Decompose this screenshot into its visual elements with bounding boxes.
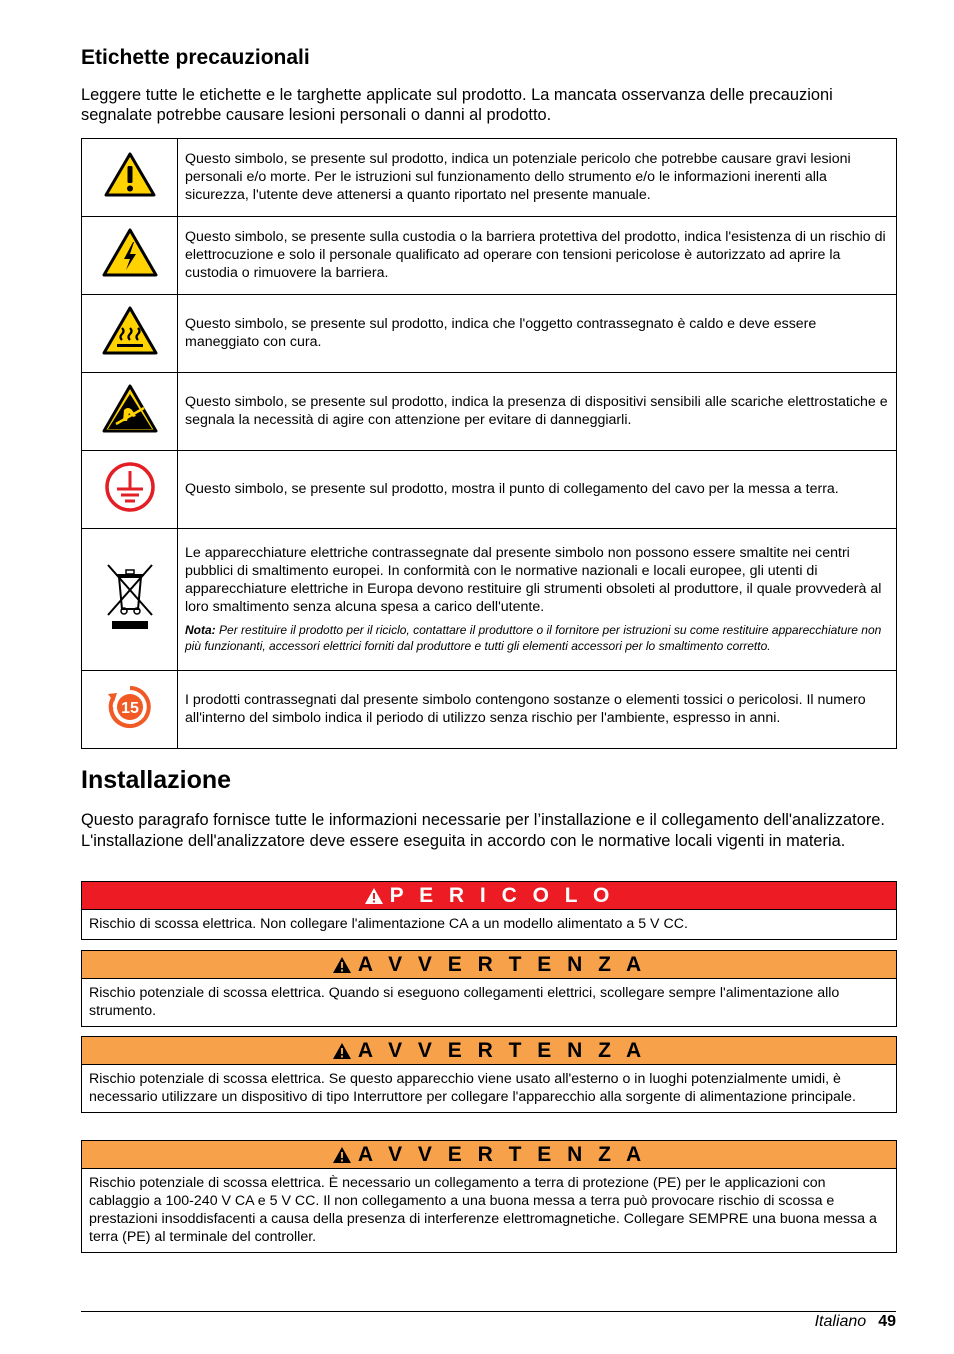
label-description: Questo simbolo, se presente sul prodotto, mostra il punto di collegamento del cavo per la messa a terra. <box>178 451 897 529</box>
alert-text: Rischio di scossa elettrica. Non collegare l'alimentazione CA a un modello alimentato a 5 V CC. <box>89 916 688 932</box>
section-title-labels: Etichette precauzionali <box>81 46 310 69</box>
warning-alert <box>81 1036 897 1113</box>
icon-cell <box>82 451 178 529</box>
icon-cell <box>82 139 178 217</box>
alert-text: Rischio potenziale di scossa elettrica. Se questo apparecchio viene usato all'esterno o in luoghi potenzialmente umidi, è necessario utilizzare un dispositivo di tipo Interruttore per collegare l'apparecchio alla sorgente di alimentazione principale. <box>89 1071 856 1105</box>
alert-level: P E R I C O L O <box>389 883 615 907</box>
weee-crossed-bin-icon <box>104 561 156 633</box>
label-description: Questo simbolo, se presente sulla custodia o la barriera protettiva del prodotto, indica l'esistenza di un rischio di elettrocuzione e solo il personale qualificato ad operare con tensioni pericolose è autorizzato ad aprire la custodia o rimuovere la barriera. <box>178 217 897 295</box>
table-row <box>82 217 897 295</box>
label-description-weee <box>178 529 897 671</box>
note-text: Per restituire il prodotto per il riciclo, contattare il produttore o il fornitore per istruzioni su come restituire apparecchiature non più funzionanti, accessori elettrici forniti dal produttore e tutti gli elementi accessori per lo smaltimento corretto. <box>185 623 882 653</box>
icon-cell <box>82 295 178 373</box>
alert-header <box>82 951 896 979</box>
danger-alert <box>81 881 897 940</box>
icon-cell <box>82 217 178 295</box>
epup-15-icon <box>105 682 155 732</box>
table-row <box>82 373 897 451</box>
icon-cell <box>82 529 178 671</box>
table-row <box>82 671 897 749</box>
alert-level: A V V E R T E N Z A <box>357 952 647 976</box>
page-number: 49 <box>878 1313 896 1330</box>
icon-cell <box>82 373 178 451</box>
warning-alert <box>81 950 897 1027</box>
alert-level: A V V E R T E N Z A <box>357 1038 647 1062</box>
alert-header <box>82 882 896 910</box>
footer-divider <box>81 1311 896 1312</box>
alert-header <box>82 1141 896 1169</box>
warning-triangle-icon <box>104 152 156 198</box>
electric-shock-icon <box>102 228 158 278</box>
warning-triangle-icon <box>332 1042 352 1060</box>
hot-surface-icon <box>102 306 158 356</box>
epup-number: 15 <box>120 700 139 717</box>
esd-sensitive-icon <box>102 384 158 434</box>
alert-level: A V V E R T E N Z A <box>357 1142 647 1166</box>
protective-earth-icon <box>104 461 156 513</box>
table-row <box>82 451 897 529</box>
footer-language: Italiano <box>814 1313 867 1330</box>
label-description: Questo simbolo, se presente sul prodotto, indica la presenza di dispositivi sensibili alle scariche elettrostatiche e segnala la necessità di agire con attenzione per evitare di danneggiarli. <box>178 373 897 451</box>
table-row <box>82 529 897 671</box>
section-title-installation: Installazione <box>81 766 232 794</box>
icon-cell <box>82 671 178 749</box>
alert-header <box>82 1037 896 1065</box>
label-description: Questo simbolo, se presente sul prodotto, indica un potenziale pericolo che potrebbe causare gravi lesioni personali e/o morte. Per le istruzioni sul funzionamento dello strumento e/o le informazioni inerenti alla sicurezza, l'utente deve attenersi a quanto riportato nel presente manuale. <box>178 139 897 217</box>
weee-note <box>185 622 889 654</box>
weee-text: Le apparecchiature elettriche contrassegnate dal presente simbolo non possono essere smaltite nei centri pubblici di smaltimento europei. In conformità con le normative nazionali e locali europee, gli utenti di apparecchiature elettriche in Europa devono restituire gli strumenti obsoleti al produttore, il quale provvederà al loro smaltimento senza alcuna spesa a carico dell'utente. <box>185 545 882 615</box>
note-label: Nota: <box>185 623 216 637</box>
warning-alert <box>81 1140 897 1253</box>
page-footer <box>815 1313 896 1331</box>
installation-intro: Questo paragrafo fornisce tutte le informazioni necessarie per l’installazione e il collegamento dell'analizzatore. L'installazione dell'analizzatore deve essere eseguita in accordo con le normative locali vigenti in materia. <box>81 811 885 850</box>
labels-intro: Leggere tutte le etichette e le targhette applicate sul prodotto. La mancata osservanza delle precauzioni segnalate potrebbe causare lesioni personali o danni al prodotto. <box>81 86 833 124</box>
table-row <box>82 295 897 373</box>
alert-text: Rischio potenziale di scossa elettrica. È necessario un collegamento a terra di protezione (PE) per le applicazioni con cablaggio a 100-240 V CA e 5 V CC. Il non collegamento a una buona messa a terra può provocare rischio di scossa e prestazioni insoddisfacenti a causa della presenza di interferenze elettromagnetiche. Collegare SEMPRE una buona messa a terra (PE) al terminale del controller. <box>89 1175 877 1245</box>
warning-triangle-icon <box>332 956 352 974</box>
warning-triangle-icon <box>332 1146 352 1164</box>
label-description: Questo simbolo, se presente sul prodotto, indica che l'oggetto contrassegnato è caldo e deve essere maneggiato con cura. <box>178 295 897 373</box>
warning-triangle-icon <box>364 887 384 905</box>
label-description: I prodotti contrassegnati dal presente simbolo contengono sostanze o elementi tossici o pericolosi. Il numero all'interno del simbolo indica il periodo di utilizzo senza rischio per l'ambiente, espresso in anni. <box>178 671 897 749</box>
precautionary-labels-table <box>81 138 897 749</box>
alert-text: Rischio potenziale di scossa elettrica. Quando si eseguono collegamenti elettrici, scollegare sempre l'alimentazione allo strumento. <box>89 985 840 1019</box>
table-row <box>82 139 897 217</box>
